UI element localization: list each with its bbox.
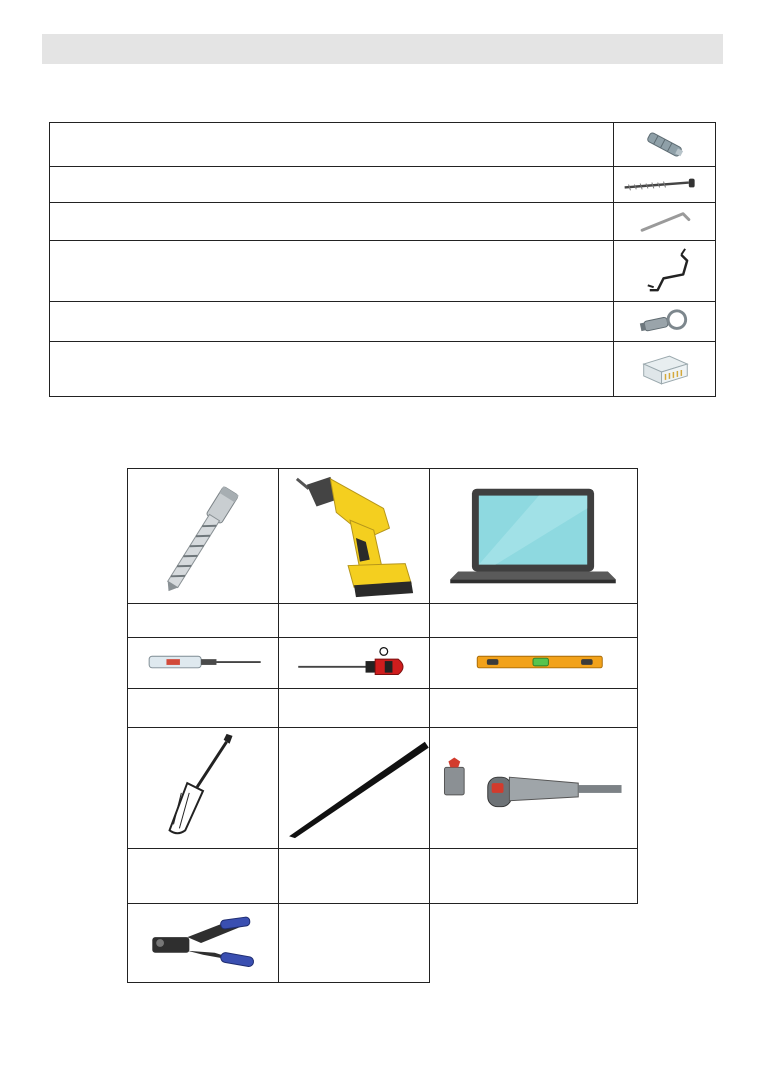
parts-description: [50, 203, 614, 240]
drill-bit-label: [127, 603, 279, 638]
torx-bit-adapter-cell: [429, 727, 638, 849]
square-key-icon: [614, 302, 715, 341]
voltage-tester-icon: [128, 638, 278, 688]
spirit-level-label: [429, 688, 638, 728]
mounting-bracket-icon: [614, 241, 715, 301]
torx-bit-adapter-label: [429, 848, 638, 904]
parts-description: [50, 167, 614, 202]
crimping-tool-label: [278, 903, 430, 983]
parts-row-square-key: [50, 302, 715, 342]
drill-bit-cell: [127, 468, 279, 604]
parts-row-allen-key: [50, 203, 715, 241]
pry-tool-label: [278, 848, 430, 904]
parts-description: [50, 123, 614, 166]
screwdriver-icon: [279, 638, 429, 688]
voltage-tester-cell: [127, 637, 279, 689]
flat-screwdriver-cell: [127, 727, 279, 849]
laptop-cell: [429, 468, 638, 604]
screw-icon: [614, 167, 715, 202]
laptop-label: [429, 603, 638, 638]
parts-row-rj45-connector: [50, 342, 715, 396]
laptop-icon: [430, 469, 637, 603]
flat-screwdriver-label: [127, 848, 279, 904]
pry-tool-cell: [278, 727, 430, 849]
allen-key-icon: [614, 203, 715, 240]
voltage-tester-label: [127, 688, 279, 728]
parts-description: [50, 241, 614, 301]
parts-description: [50, 342, 614, 396]
parts-row-mounting-bracket: [50, 241, 715, 302]
rj45-connector-icon: [614, 342, 715, 396]
parts-row-screw: [50, 167, 715, 203]
flat-screwdriver-icon: [128, 728, 278, 848]
power-drill-icon: [279, 469, 429, 603]
parts-description: [50, 302, 614, 341]
screwdriver-cell: [278, 637, 430, 689]
spirit-level-icon: [430, 638, 637, 688]
screwdriver-label: [278, 688, 430, 728]
section-header-bar: [42, 34, 723, 64]
power-drill-label: [278, 603, 430, 638]
power-drill-cell: [278, 468, 430, 604]
parts-row-wall-plug: [50, 123, 715, 167]
parts-table: [49, 122, 716, 397]
torx-bit-adapter-icon: [430, 728, 637, 848]
pry-tool-icon: [279, 728, 429, 848]
drill-bit-icon: [128, 469, 278, 603]
wall-plug-icon: [614, 123, 715, 166]
crimping-tool-icon: [128, 904, 278, 982]
spirit-level-cell: [429, 637, 638, 689]
crimping-tool-cell: [127, 903, 279, 983]
